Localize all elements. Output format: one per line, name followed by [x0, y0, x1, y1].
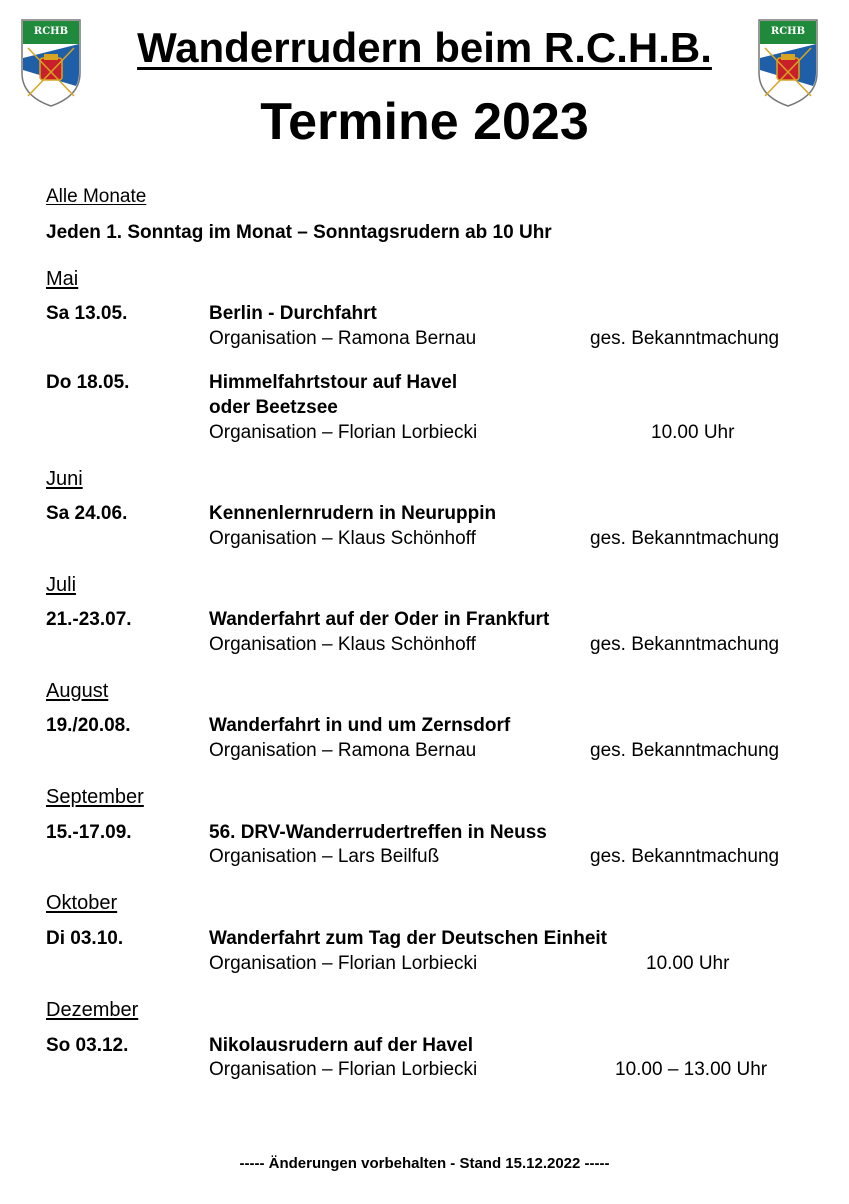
event-title: Wanderfahrt in und um Zernsdorf [209, 715, 511, 736]
event-date: 15.-17.09. [46, 822, 132, 843]
event-organizer: Organisation – Florian Lorbiecki [209, 1059, 478, 1080]
logo-text-left: RCHB [33, 26, 69, 37]
event-info: 10.00 Uhr [646, 953, 730, 974]
month-heading: September [46, 786, 144, 808]
page-subtitle: Termine 2023 [260, 93, 589, 151]
event-info: ges. Bekanntmachung [590, 634, 780, 655]
logo-text-right: RCHB [770, 26, 806, 37]
event-title: Kennenlernrudern in Neuruppin [209, 503, 497, 524]
event-info: 10.00 – 13.00 Uhr [615, 1059, 768, 1080]
event-title: Wanderfahrt zum Tag der Deutschen Einheit [209, 928, 607, 949]
event-title: Wanderfahrt auf der Oder in Frankfurt [209, 609, 550, 630]
event-info: ges. Bekanntmachung [590, 846, 780, 867]
month-heading: Juni [46, 468, 83, 490]
page-title: Wanderrudern beim R.C.H.B. [137, 24, 712, 71]
event-info: 10.00 Uhr [651, 422, 735, 443]
event-title: Nikolausrudern auf der Havel [209, 1035, 473, 1056]
heading-all-months: Alle Monate [46, 186, 147, 207]
event-date: 19./20.08. [46, 715, 131, 736]
event-date: Sa 13.05. [46, 303, 128, 324]
event-date: 21.-23.07. [46, 609, 132, 630]
event-organizer: Organisation – Ramona Bernau [209, 328, 477, 349]
month-heading: Mai [46, 268, 79, 290]
month-heading: Dezember [46, 999, 139, 1021]
event-date: Di 03.10. [46, 928, 124, 949]
event-info: ges. Bekanntmachung [590, 528, 780, 549]
month-heading: August [46, 680, 109, 702]
event-organizer: Organisation – Lars Beilfuß [209, 846, 440, 867]
month-heading: Juli [46, 574, 77, 596]
event-organizer: Organisation – Florian Lorbiecki [209, 422, 478, 443]
event-title: 56. DRV-Wanderrudertreffen in Neuss [209, 822, 547, 843]
event-date: So 03.12. [46, 1035, 129, 1056]
event-organizer: Organisation – Florian Lorbiecki [209, 953, 478, 974]
event-title: Himmelfahrtstour auf Havel [209, 372, 458, 393]
event-title-line2: oder Beetzsee [209, 397, 338, 418]
footer-note: ----- Änderungen vorbehalten - Stand 15.12.2022 ----- [239, 1155, 610, 1172]
month-heading: Oktober [46, 892, 118, 914]
event-date: Sa 24.06. [46, 503, 128, 524]
event-date: Do 18.05. [46, 372, 130, 393]
event-info: ges. Bekanntmachung [590, 740, 780, 761]
event-info: ges. Bekanntmachung [590, 328, 780, 349]
all-months-text: Jeden 1. Sonntag im Monat – Sonntagsrudern ab 10 Uhr [46, 222, 552, 243]
event-organizer: Organisation – Klaus Schönhoff [209, 634, 476, 655]
event-title: Berlin - Durchfahrt [209, 303, 377, 324]
event-organizer: Organisation – Klaus Schönhoff [209, 528, 476, 549]
event-organizer: Organisation – Ramona Bernau [209, 740, 477, 761]
